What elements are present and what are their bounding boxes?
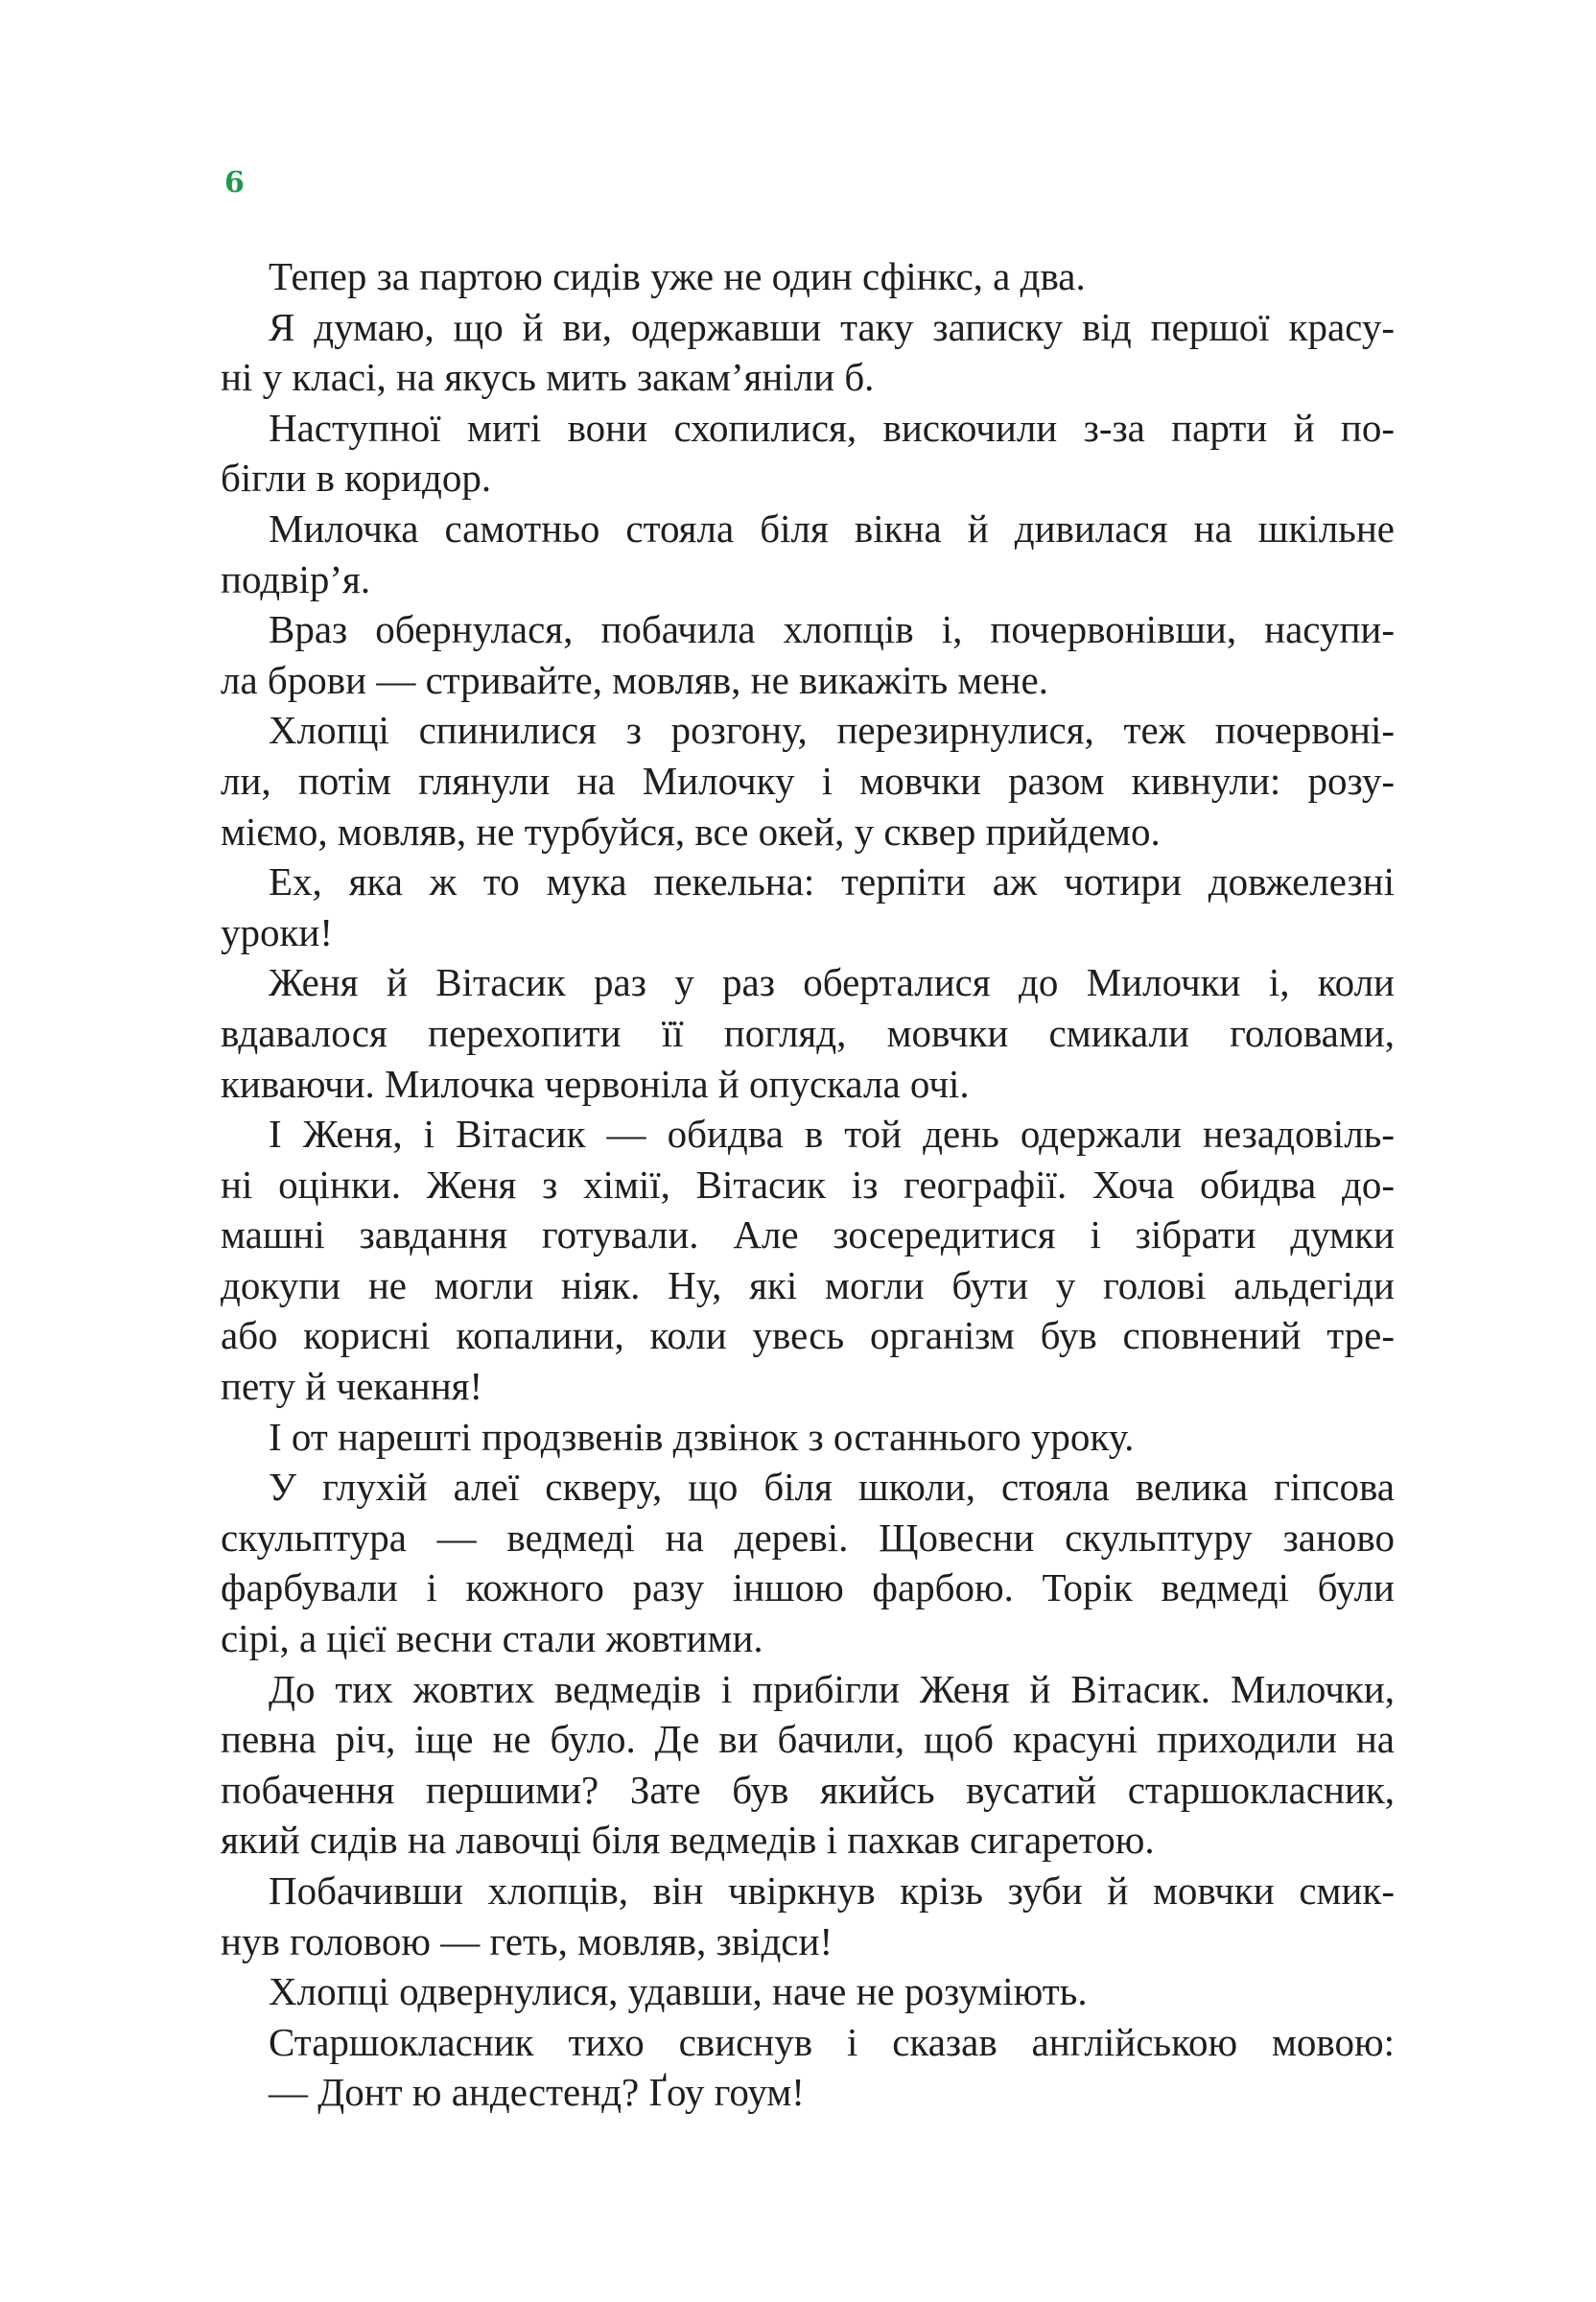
text-line: нув головою — геть, мовляв, звідси! (221, 1918, 833, 1963)
text-line: або корисні копалини, коли увесь організм був сповнений тре- (221, 1313, 1395, 1358)
text-line: фарбували і кожного разу іншою фарбою. Торік ведмеді були (221, 1565, 1395, 1610)
page-number: 6 (224, 166, 245, 200)
text-line: машні завдання готували. Але зосередитися і зібрати думки (221, 1212, 1395, 1257)
text-line: Женя й Вітасик раз у раз оберталися до Милочки і, коли (269, 960, 1395, 1005)
text-line: Ех, яка ж то мука пекельна: терпіти аж чотири довжелезні (269, 859, 1395, 904)
text-line: Милочка самотньо стояла біля вікна й дивилася на шкільне (269, 505, 1395, 551)
text-line: докупи не могли ніяк. Ну, які могли бути у голові альдегіди (221, 1262, 1395, 1307)
text-line: ла брови — стривайте, мовляв, не викажіть мене. (221, 657, 1048, 702)
text-line: подвір’я. (221, 556, 371, 601)
text-line: киваючи. Милочка червоніла й опускала очі. (221, 1061, 970, 1106)
text-line: До тих жовтих ведмедів і прибігли Женя й Вітасик. Милочки, (269, 1666, 1395, 1711)
text-line: міємо, мовляв, не турбуйся, все окей, у сквер прийдемо. (221, 809, 1161, 854)
text-line: ні у класі, на якусь мить закам’яніли б. (221, 355, 875, 400)
text-line: Хлопці одвернулися, удавши, наче не розуміють. (269, 1969, 1088, 2014)
text-line: ні оцінки. Женя з хімії, Вітасик із географії. Хоча обидва до- (221, 1162, 1395, 1207)
text-line: Хлопці спинилися з розгону, перезирнулися, теж почервоні- (269, 708, 1395, 753)
text-line: скульптура — ведмеді на дереві. Щовесни скульптуру заново (221, 1515, 1395, 1560)
text-line: Побачивши хлопців, він чвіркнув крізь зуби й мовчки смик- (269, 1868, 1395, 1913)
text-line: І от нарешті продзвенів дзвінок з останнього уроку. (269, 1414, 1135, 1459)
text-line: — Донт ю андестенд? Ґоу гоум! (269, 2070, 805, 2115)
text-line: бігли в коридор. (221, 456, 492, 501)
text-line: який сидів на лавочці біля ведмедів і пахкав сигаретою. (221, 1818, 1155, 1863)
text-line: І Женя, і Вітасик — обидва в той день одержали незадовіль- (269, 1112, 1395, 1157)
text-line: Тепер за партою сидів уже не один сфінкс, а два. (269, 254, 1086, 298)
text-line: Наступної миті вони схопилися, вискочили з-за парти й по- (269, 405, 1395, 450)
text-line: пету й чекання! (221, 1364, 483, 1409)
text-line: Я думаю, що й ви, одержавши таку записку від першої красу- (269, 304, 1395, 349)
text-line: сірі, а цієї весни стали жовтими. (221, 1616, 763, 1661)
text-line: певна річ, іще не було. Де ви бачили, щоб красуні приходили на (221, 1717, 1395, 1762)
body-text (221, 251, 1395, 2118)
text-line: уроки! (221, 909, 334, 954)
text-line: побачення першими? Зате був якийсь вусатий старшокласник, (221, 1767, 1395, 1812)
text-line: У глухій алеї скверу, що біля школи, стояла велика гіпсова (269, 1465, 1395, 1510)
text-line: вдавалося перехопити її погляд, мовчки смикали головами, (221, 1010, 1395, 1055)
text-line: Враз обернулася, побачила хлопців і, почервонівши, насупи- (269, 607, 1395, 652)
text-line: ли, потім глянули на Милочку і мовчки разом кивнули: розу- (221, 758, 1395, 803)
text-line: Старшокласник тихо свиснув і сказав англійською мовою: (269, 2019, 1395, 2064)
